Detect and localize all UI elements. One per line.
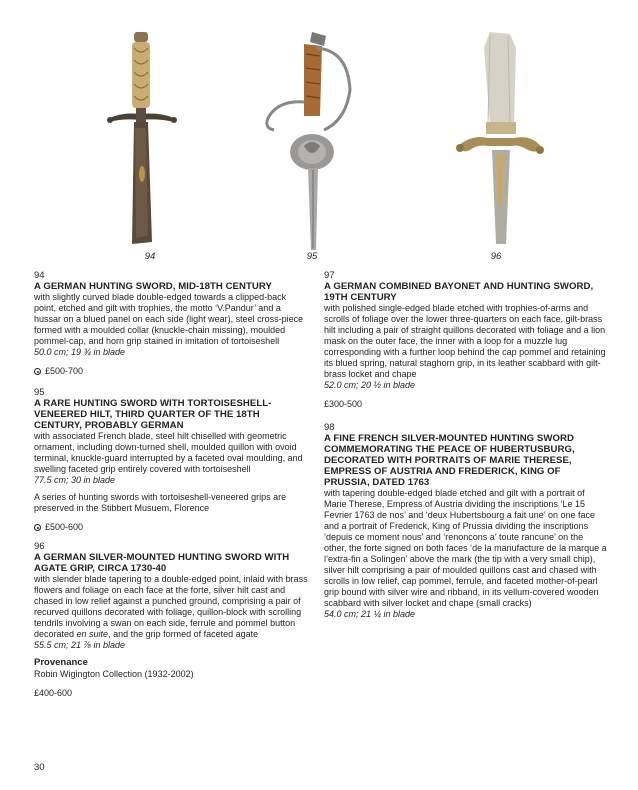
photo-caption: 96 [490, 251, 502, 262]
lot-estimate [34, 366, 309, 377]
lot-estimate [324, 399, 607, 410]
lot-estimate [34, 522, 309, 533]
lot-number: 94 [34, 270, 45, 281]
lot-96 [34, 541, 309, 699]
sword-95-photo [238, 10, 378, 252]
lot-description: with polished single-edged blade etched with trophies-of-arms and scrolls of foliage over the lower three-quarters on each face, gilt-brass hilt including a pair of straight quillons decorated with foliage and a lion mask on the outer face, the inner with a loop for a muzzle lug corresponding with a further loop behind the cap pommel and retaining its blued spring, natural staghorn grip, in its leather scabbard with gilt-brass locket and chape [324, 303, 606, 379]
lot-number: 98 [324, 422, 335, 433]
lot-title: A GERMAN HUNTING SWORD, MID-18TH CENTURY [34, 281, 272, 292]
lot-description: with tapering double-edged blade etched and gilt with a portrait of Marie Therese, Empress of Austria dividing the inscriptions ‘Le 15 Fevrier 1763 de nos’ and ‘deux Hubertsbourg a fait une’ on one face and a portrait of Frederick, King of Prussia dividing the inscriptions ‘depuis ce moment nous’ and ‘renoncons a’ toute rancune’ on the other, the forte signed on both faces ‘de la manufacture de la marque a l’extra-fin a Solingen’ above the mark (the tip with a very small chip), silver hilt comprising a pair of moulded quillons cast and chased with scrolls in low relief, cap pommel, ferrule, and faceted mother-of-pearl grip bound with silver wire and ribband, in its vellum-covered wooden scabbard with silver locket and chape (small cracks) [324, 488, 607, 608]
provenance-text: Robin Wigington Collection (1932-2002) [34, 669, 194, 679]
lot-dimensions: 55.5 cm; 21 ⅞ in blade [34, 640, 126, 650]
lot-title: A GERMAN SILVER-MOUNTED HUNTING SWORD WITH AGATE GRIP, CIRCA 1730-40 [34, 552, 290, 574]
estimate-target-icon [34, 524, 41, 531]
lot-number: 96 [34, 541, 45, 552]
lot-title: A GERMAN COMBINED BAYONET AND HUNTING SWORD, 19TH CENTURY [324, 281, 594, 303]
provenance-heading: Provenance [34, 657, 88, 668]
estimate-value: £500-600 [45, 522, 84, 532]
lot-dimensions: 52.0 cm; 20 ½ in blade [324, 380, 416, 390]
description-italic: en suite [76, 629, 109, 639]
lot-description: with associated French blade, steel hilt chiselled with geometric ornament, including down-turned shell, moulded quillon with ovoid terminal, knuckle-guard interrupted by a faceted oval moulding, and swelling faceted grip entirely covered with tortoiseshell [34, 431, 303, 474]
description-text: with slender blade tapering to a double-edged point, inlaid with brass flowers and foliage on each face at the forte, silver hilt cast and chased in low relief against a punched ground, comprising a pair of recurved quillons decorated with foliage, quillon-block with scrolling tendrils involving a swan on each side, ferrule and pommel button decorated [34, 574, 308, 639]
lot-number: 95 [34, 387, 45, 398]
photo-row [0, 0, 638, 265]
page-number: 30 [34, 762, 45, 773]
lot-dimensions: 50.0 cm; 19 ¾ in blade [34, 347, 126, 357]
right-column [324, 270, 607, 628]
left-column [34, 270, 309, 707]
lot-estimate [34, 688, 309, 699]
lot-note: A series of hunting swords with tortoiseshell-veneered grips are preserved in the Stibbert Musuem, Florence [34, 492, 287, 513]
lot-97 [324, 270, 607, 410]
photo-caption: 95 [306, 251, 318, 262]
lot-dimensions: 54.0 cm; 21 ¼ in blade [324, 609, 416, 619]
lot-title: A FINE FRENCH SILVER-MOUNTED HUNTING SWORD COMMEMORATING THE PEACE OF HUBERTUSBURG, DECORATED WITH PORTRAITS OF MARIE THERESE, EMPRESS OF AUSTRIA AND FREDERICK, KING OF PRUSSIA, DATED 1763 [324, 433, 575, 488]
estimate-target-icon [34, 368, 41, 375]
sword-96-photo [418, 4, 558, 248]
lot-98 [324, 422, 607, 620]
estimate-value: £500-700 [45, 366, 84, 376]
estimate-value: £300-500 [324, 399, 363, 409]
photo-caption: 94 [144, 251, 156, 262]
description-text: , and the grip formed of faceted agate [108, 629, 259, 639]
lot-94 [34, 270, 309, 377]
lot-95 [34, 387, 309, 533]
lot-number: 97 [324, 270, 335, 281]
lot-dimensions: 77.5 cm; 30 in blade [34, 475, 116, 485]
lot-description: with slightly curved blade double-edged towards a clipped-back point, etched and gilt with trophies, the motto ‘V.Pandur’ and a hussar on a blued panel on each side (light wear), steel cross-piece formed with a moulded collar (knuckle-chain missing), moulded pommel-cap, and horn grip stained in imitation of tortoiseshell [34, 292, 304, 346]
sword-94-photo [82, 4, 222, 248]
lot-description [34, 574, 309, 640]
estimate-value: £400-600 [34, 688, 73, 698]
lot-title: A RARE HUNTING SWORD WITH TORTOISESHELL-VENEERED HILT, THIRD QUARTER OF THE 18TH CENTURY, PROBABLY GERMAN [34, 398, 272, 431]
